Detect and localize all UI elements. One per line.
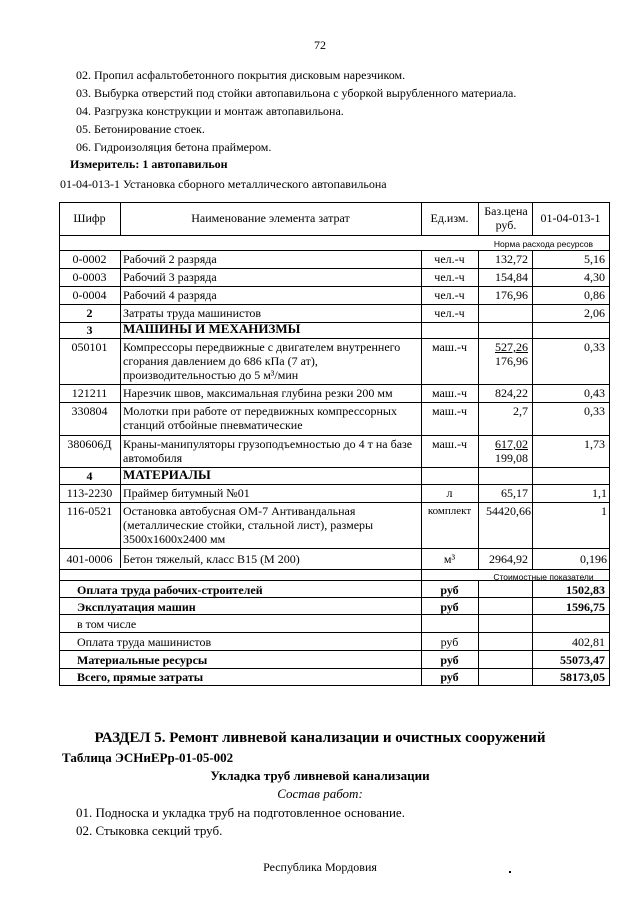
row-qty: 1,1 <box>592 486 607 500</box>
row-qty: 4,30 <box>584 270 605 284</box>
row-code: 4 <box>86 469 93 483</box>
row-code: 0-0003 <box>72 270 107 284</box>
subheader: Норма расхода ресурсов <box>493 239 594 249</box>
row-qty: 0,43 <box>584 386 605 400</box>
work-item: 02. Стыковка секций труб. <box>76 823 223 838</box>
row-code: 3 <box>86 323 93 337</box>
subsection-title: Укладка труб ливневой канализации <box>210 768 430 783</box>
row-name: Остановка автобусная ОМ-7 Антивандальная (металлические стойки, стальной лист), размеры 3500x1600x2400 мм <box>123 504 374 546</box>
section-title: РАЗДЕЛ 5. Ремонт ливневой канализации и очистных сооружений <box>94 730 546 746</box>
row-price-machinist: 199,08 <box>495 451 528 465</box>
work-item: 06. Гидроизоляция бетона праймером. <box>76 140 272 154</box>
row-price: 2,7 <box>513 404 528 418</box>
row-qty: 1 <box>601 504 607 518</box>
row-code: 330804 <box>71 404 108 418</box>
work-item: 03. Выбурка отверстий под стойки автопавильона с уборкой вырубленного материала. <box>76 86 517 100</box>
row-price: 54420,66 <box>486 504 531 518</box>
summary-value: 1596,75 <box>566 600 605 614</box>
summary-unit: руб <box>440 583 459 597</box>
row-qty: 1,73 <box>584 437 605 451</box>
row-code: 113-2230 <box>66 486 113 500</box>
norm-title: 01-04-013-1 Установка сборного металлического автопавильона <box>60 177 387 191</box>
summary-label: Эксплуатация машин <box>77 600 196 614</box>
row-name: Компрессоры передвижные с двигателем внутреннего сгорания давлением до 686 кПа (7 ат), производительностью до 5 м³/мин <box>123 340 401 382</box>
summary-value: 402,81 <box>572 635 605 649</box>
row-name: Бетон тяжелый, класс В15 (М 200) <box>123 552 300 566</box>
row-code: 0-0004 <box>72 288 107 302</box>
row-unit: маш.-ч <box>431 437 468 451</box>
row-qty: 0,33 <box>584 404 605 418</box>
row-unit: л <box>446 486 453 500</box>
row-price: 176,96 <box>495 288 528 302</box>
cost-header: Стоимостные показатели <box>493 572 594 582</box>
summary-label: Материальные ресурсы <box>77 653 208 667</box>
summary-label: Оплата труда рабочих-строителей <box>77 583 263 597</box>
row-code: 121211 <box>71 386 108 400</box>
row-price: 154,84 <box>495 270 528 284</box>
row-price: 65,17 <box>501 486 528 500</box>
summary-label: Оплата труда машинистов <box>77 635 212 649</box>
row-price: 527,26 <box>495 340 528 354</box>
composition-label: Состав работ: <box>277 786 363 801</box>
row-unit: чел.-ч <box>434 306 465 320</box>
header-code: Шифр <box>73 211 106 225</box>
row-price: 132,72 <box>495 252 528 266</box>
row-unit: маш.-ч <box>431 386 468 400</box>
summary-unit: руб <box>440 635 459 649</box>
summary-unit: руб <box>440 600 459 614</box>
row-name: Рабочий 3 разряда <box>123 270 217 284</box>
row-qty: 0,86 <box>584 288 605 302</box>
row-unit: м³ <box>443 552 456 566</box>
work-item: 01. Поднoска и укладка труб на подготовленное основание. <box>76 805 405 820</box>
header-name: Наименование элемента затрат <box>191 211 350 225</box>
summary-value: 58173,05 <box>560 670 605 684</box>
work-item: 05. Бетонирование стоек. <box>76 122 205 136</box>
header-norm: 01-04-013-1 <box>540 211 601 225</box>
row-code: 380606Д <box>67 437 112 451</box>
header-unit: Ед.изм. <box>430 211 469 225</box>
row-name: Нарезчик швов, максимальная глубина резки 200 мм <box>123 386 393 400</box>
row-unit: чел.-ч <box>434 252 465 266</box>
row-qty: 5,16 <box>584 252 605 266</box>
row-unit: чел.-ч <box>434 288 465 302</box>
row-code: 050101 <box>71 340 108 354</box>
row-name: Рабочий 4 разряда <box>123 288 217 302</box>
summary-unit: руб <box>440 670 459 684</box>
row-price: 617,02 <box>495 437 528 451</box>
row-qty: 2,06 <box>584 306 605 320</box>
summary-label: в том числе <box>77 617 137 631</box>
row-name: Праймер битумный №01 <box>123 486 250 500</box>
row-qty: 0,33 <box>584 340 605 354</box>
row-name: Рабочий 2 разряда <box>123 252 217 266</box>
page-number: 72 <box>314 38 326 52</box>
dot-mark <box>509 871 511 873</box>
row-name: Затраты труда машинистов <box>123 306 262 320</box>
work-item: 02. Пропил асфальтобетонного покрытия дисковым нарезчиком. <box>76 68 406 82</box>
summary-unit: руб <box>440 653 459 667</box>
table-reference: Таблица ЭСНиЕРр-01-05-002 <box>62 750 234 765</box>
summary-label: Всего, прямые затраты <box>77 670 204 684</box>
row-unit: комплект <box>427 505 472 517</box>
row-code: 116-0521 <box>66 504 113 518</box>
header-price: Баз.цена руб. <box>484 204 528 232</box>
row-unit: маш.-ч <box>431 404 468 418</box>
section-heading: МАТЕРИАЛЫ <box>123 467 211 482</box>
summary-value: 1502,83 <box>566 583 605 597</box>
row-price: 824,22 <box>495 386 528 400</box>
row-code: 401-0006 <box>66 552 113 566</box>
row-code: 2 <box>86 306 93 320</box>
row-unit: чел.-ч <box>434 270 465 284</box>
row-name: Краны-манипуляторы грузоподъемностью до 4 т на базе автомобиля <box>123 437 413 465</box>
section-heading: МАШИНЫ И МЕХАНИЗМЫ <box>123 321 301 336</box>
row-unit: маш.-ч <box>431 340 468 354</box>
summary-value: 55073,47 <box>560 653 605 667</box>
row-qty: 0,196 <box>580 552 607 566</box>
row-code: 0-0002 <box>72 252 107 266</box>
work-item: 04. Разгрузка конструкции и монтаж автопавильона. <box>76 104 344 118</box>
row-price: 2964,92 <box>489 552 528 566</box>
row-price-machinist: 176,96 <box>495 354 528 368</box>
meter-label: Измеритель: 1 автопавильон <box>70 157 228 171</box>
footer: Республика Мордовия <box>263 860 377 874</box>
row-name: Молотки при работе от передвижных компрессорных станций отбойные пневматические <box>123 404 397 432</box>
